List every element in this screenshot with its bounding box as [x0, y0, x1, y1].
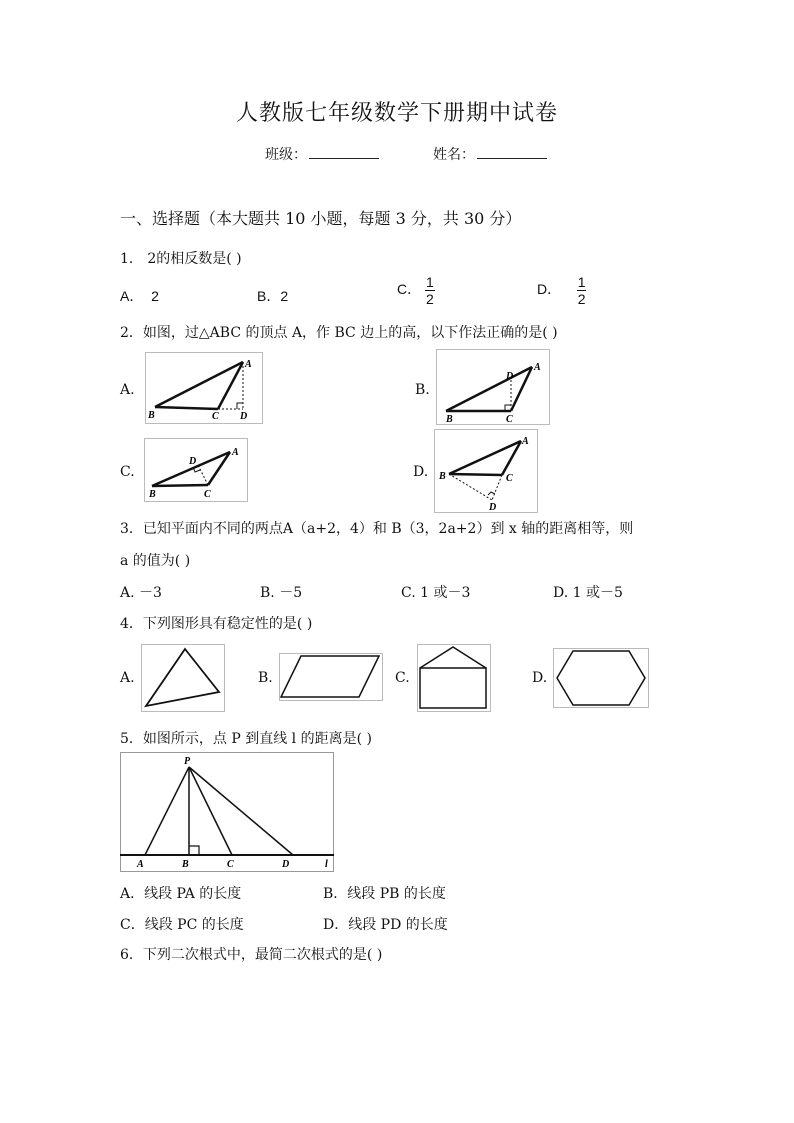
q1-option-b-letter: B． — [257, 288, 281, 304]
q2-stem: 2．如图，过△ABC 的顶点 A，作 BC 边上的高，以下作法正确的是( ) — [120, 325, 558, 341]
q3-option-b: B. －5 — [260, 585, 303, 601]
q2-figure-c — [144, 438, 248, 502]
q2-option-b: B. — [415, 382, 430, 398]
q2-option-c: C. — [120, 464, 135, 480]
label-a: A — [137, 859, 144, 870]
q4-option-b: B. — [258, 670, 273, 686]
q1-option-c — [397, 274, 435, 307]
class-field — [265, 144, 379, 164]
label-c: C — [227, 859, 234, 870]
q3-option-d: D. 1 或－5 — [553, 585, 623, 601]
label-d: D — [489, 502, 497, 513]
q4-option-c: C. — [395, 670, 410, 686]
q1-option-a-letter: A． — [120, 288, 144, 304]
label-a: A — [534, 362, 541, 373]
q1-option-a-text: 2 — [151, 288, 159, 304]
label-b: B — [148, 410, 155, 421]
q1-option-a — [120, 286, 159, 306]
q5-option-a: A．线段 PA 的长度 — [120, 886, 242, 902]
label-d: D — [282, 859, 290, 870]
q3-option-a: A. －3 — [120, 585, 162, 601]
label-a: A — [232, 447, 239, 458]
fraction-numerator: 1 — [426, 274, 434, 290]
label-d: D — [240, 411, 248, 422]
q4-figure-hexagon — [553, 648, 649, 708]
fraction-denominator: 2 — [577, 291, 586, 307]
q3-option-c: C. 1 或－3 — [401, 585, 471, 601]
q5-option-b: B．线段 PB 的长度 — [323, 886, 446, 902]
section-heading: 一、选择题（本大题共 10 小题，每题 3 分，共 30 分） — [120, 209, 522, 228]
label-c: C — [212, 411, 219, 422]
q5-figure — [120, 752, 334, 872]
fraction-denominator: 2 — [426, 291, 434, 307]
name-field — [433, 144, 547, 164]
q2-option-a: A. — [120, 382, 135, 398]
q4-option-a: A. — [120, 670, 135, 686]
q5-stem: 5．如图所示，点 P 到直线 l 的距离是( ) — [120, 731, 372, 747]
q4-figure-triangle — [141, 644, 225, 712]
label-b: B — [149, 489, 156, 500]
q6-stem: 6．下列二次根式中，最简二次根式的是( ) — [120, 947, 383, 963]
label-p: P — [184, 756, 191, 767]
q3-stem-line1: 3．已知平面内不同的两点A（a+2，4）和 B（3，2a+2）到 x 轴的距离相等，则 — [120, 521, 634, 537]
q1-option-d-fraction — [577, 274, 587, 307]
class-label: 班级： — [265, 147, 307, 163]
label-c: C — [204, 489, 211, 500]
q1-option-c-letter: C． — [397, 281, 422, 298]
label-d: D — [506, 371, 514, 382]
label-b: B — [182, 859, 189, 870]
q1-option-b-text: 2 — [280, 288, 289, 304]
q2-option-d: D. — [413, 464, 429, 480]
label-b: B — [446, 414, 453, 425]
label-b: B — [439, 471, 446, 482]
class-blank — [309, 144, 379, 159]
q1-option-d-letter: D． — [537, 281, 562, 298]
q1-option-c-fraction — [425, 274, 435, 307]
q1-stem: 1． 2的相反数是( ) — [120, 251, 242, 267]
q5-option-d: D．线段 PD 的长度 — [323, 917, 448, 933]
fraction-numerator: 1 — [577, 274, 586, 290]
q4-option-d: D. — [532, 670, 548, 686]
q2-figure-d — [434, 429, 538, 513]
name-label: 姓名： — [433, 147, 475, 163]
q5-option-c: C．线段 PC 的长度 — [120, 917, 244, 933]
q2-figure-b — [436, 349, 550, 425]
q4-stem: 4．下列图形具有稳定性的是( ) — [120, 616, 313, 632]
q4-figure-house — [417, 644, 491, 712]
q1-option-d — [537, 274, 586, 307]
q3-stem-line2: a 的值为( ) — [120, 553, 191, 569]
name-blank — [477, 144, 547, 159]
page-title: 人教版七年级数学下册期中试卷 — [235, 101, 558, 126]
label-c: C — [506, 473, 513, 484]
label-l: l — [325, 859, 328, 870]
q1-option-b — [257, 286, 288, 306]
label-c: C — [506, 414, 513, 425]
label-a: A — [522, 436, 529, 447]
label-d: D — [189, 456, 197, 467]
label-a: A — [245, 359, 252, 370]
q4-figure-parallelogram — [279, 653, 383, 701]
q2-figure-a — [145, 352, 263, 424]
